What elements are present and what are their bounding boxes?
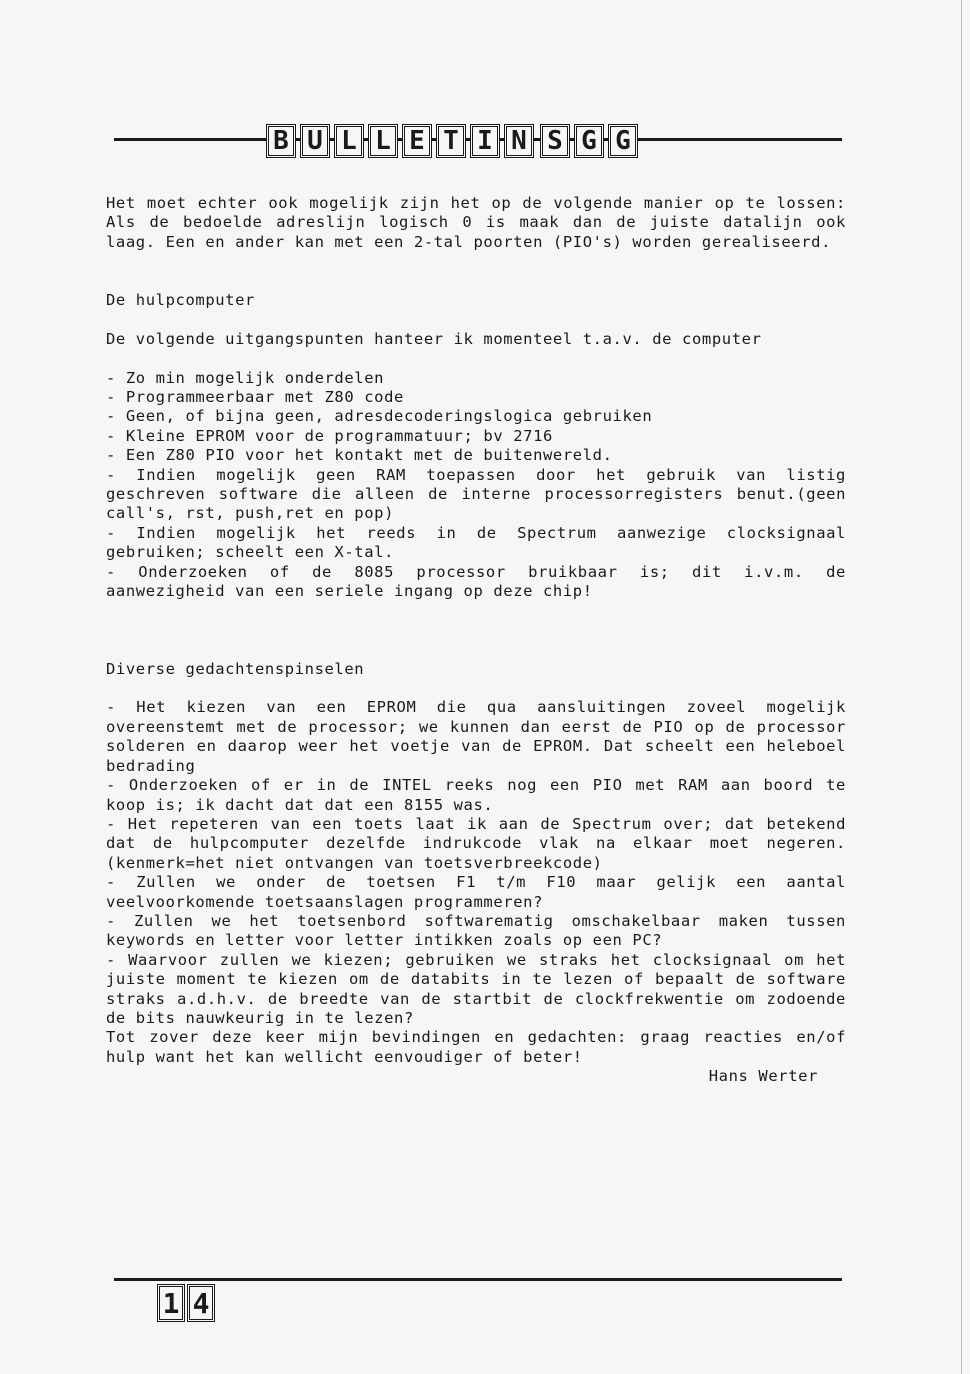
intro-paragraph: Het moet echter ook mogelijk zijn het op de volgende manier op te lossen: Als de bedoelde adreslijn logisch 0 is maak dan de juiste datalijn ook laag. Een en ander kan met een 2-tal poorten (PIO's) worden gerealiseerd.	[106, 194, 846, 251]
title-letter: B	[266, 124, 296, 158]
page-edge	[961, 0, 962, 1374]
uitgangspunten-paragraph: De volgende uitgangspunten hanteer ik momenteel t.a.v. de computer	[106, 329, 762, 348]
list-item: - Onderzoeken of de 8085 processor bruikbaar is; dit i.v.m. de aanwezigheid van een seriele ingang op deze chip!	[106, 562, 846, 601]
page-number	[157, 1284, 215, 1322]
header-org	[540, 124, 638, 158]
list-item: - Kleine EPROM voor de programmatuur; bv 2716	[106, 426, 553, 445]
list-item: - Programmeerbaar met Z80 code	[106, 388, 404, 407]
list-item: - Een Z80 PIO voor het kontakt met de buitenwereld.	[106, 446, 613, 465]
org-letter: G	[574, 124, 604, 158]
list-item: - Onderzoeken of er in de INTEL reeks nog een PIO met RAM aan boord te koop is; ik dacht dat dat een 8155 was.	[106, 776, 846, 814]
list-item: - Waarvoor zullen we kiezen; gebruiken we straks het clocksignaal om het juiste moment te kiezen om de databits in te lezen of bepaalt de software straks a.d.h.v. de breedte van de startbit de clockfrekwentie om zodoende de bits nauwkeurig in te lezen?	[106, 950, 846, 1027]
list-item: - Het repeteren van een toets laat ik aan de Spectrum over; dat betekend dat de hulpcomputer dezelfde indrukcode vlak na elkaar moet negeren.(kenmerk=het niet ontvangen van toetsverbreekcode)	[106, 814, 846, 872]
title-letter: L	[334, 124, 364, 158]
title-letter: U	[300, 124, 330, 158]
section-heading-hulpcomputer: De hulpcomputer	[106, 291, 255, 310]
list-item: - Indien mogelijk het reeds in de Spectrum aanwezige clocksignaal gebruiken; scheelt een X-tal.	[106, 523, 846, 562]
page-digit: 1	[157, 1284, 185, 1322]
title-letter: N	[504, 124, 534, 158]
title-letter: L	[368, 124, 398, 158]
article-body	[106, 194, 846, 1087]
footer-rule	[114, 1278, 842, 1281]
org-letter: S	[540, 124, 570, 158]
org-letter: G	[608, 124, 638, 158]
list-item: - Zo min mogelijk onderdelen	[106, 368, 385, 387]
header-title	[266, 124, 534, 158]
page-digit: 4	[187, 1284, 215, 1322]
section-heading-diverse: Diverse gedachtenspinselen	[106, 659, 365, 678]
list-item: - Geen, of bijna geen, adresdecoderingslogica gebruiken	[106, 407, 653, 426]
list-item: - Zullen we het toetsenbord softwarematig omschakelbaar maken tussen keywords en letter voor letter intikken zoals op een PC?	[106, 911, 846, 950]
title-letter: T	[436, 124, 466, 158]
list-item: - Het kiezen van een EPROM die qua aansluitingen zoveel mogelijk overeenstemt met de processor; we kunnen dan eerst de PIO op de processor solderen en daarop weer het voetje van de EPROM. Dat scheelt een heleboel bedrading	[106, 698, 846, 775]
title-letter: I	[470, 124, 500, 158]
list-item: - Zullen we onder de toetsen F1 t/m F10 maar gelijk een aantal veelvoorkomende toetsaanslagen programmeren?	[106, 873, 846, 911]
list-item: - Indien mogelijk geen RAM toepassen door het gebruik van listig geschreven software die alleen de interne processorregisters benut.(geen call's, rst, push,ret en pop)	[106, 465, 846, 523]
title-letter: E	[402, 124, 432, 158]
author-signature: Hans Werter	[708, 1067, 818, 1086]
closing-paragraph: Tot zover deze keer mijn bevindingen en gedachten: graag reacties en/of hulp want het kan wellicht eenvoudiger of beter!	[106, 1028, 846, 1066]
